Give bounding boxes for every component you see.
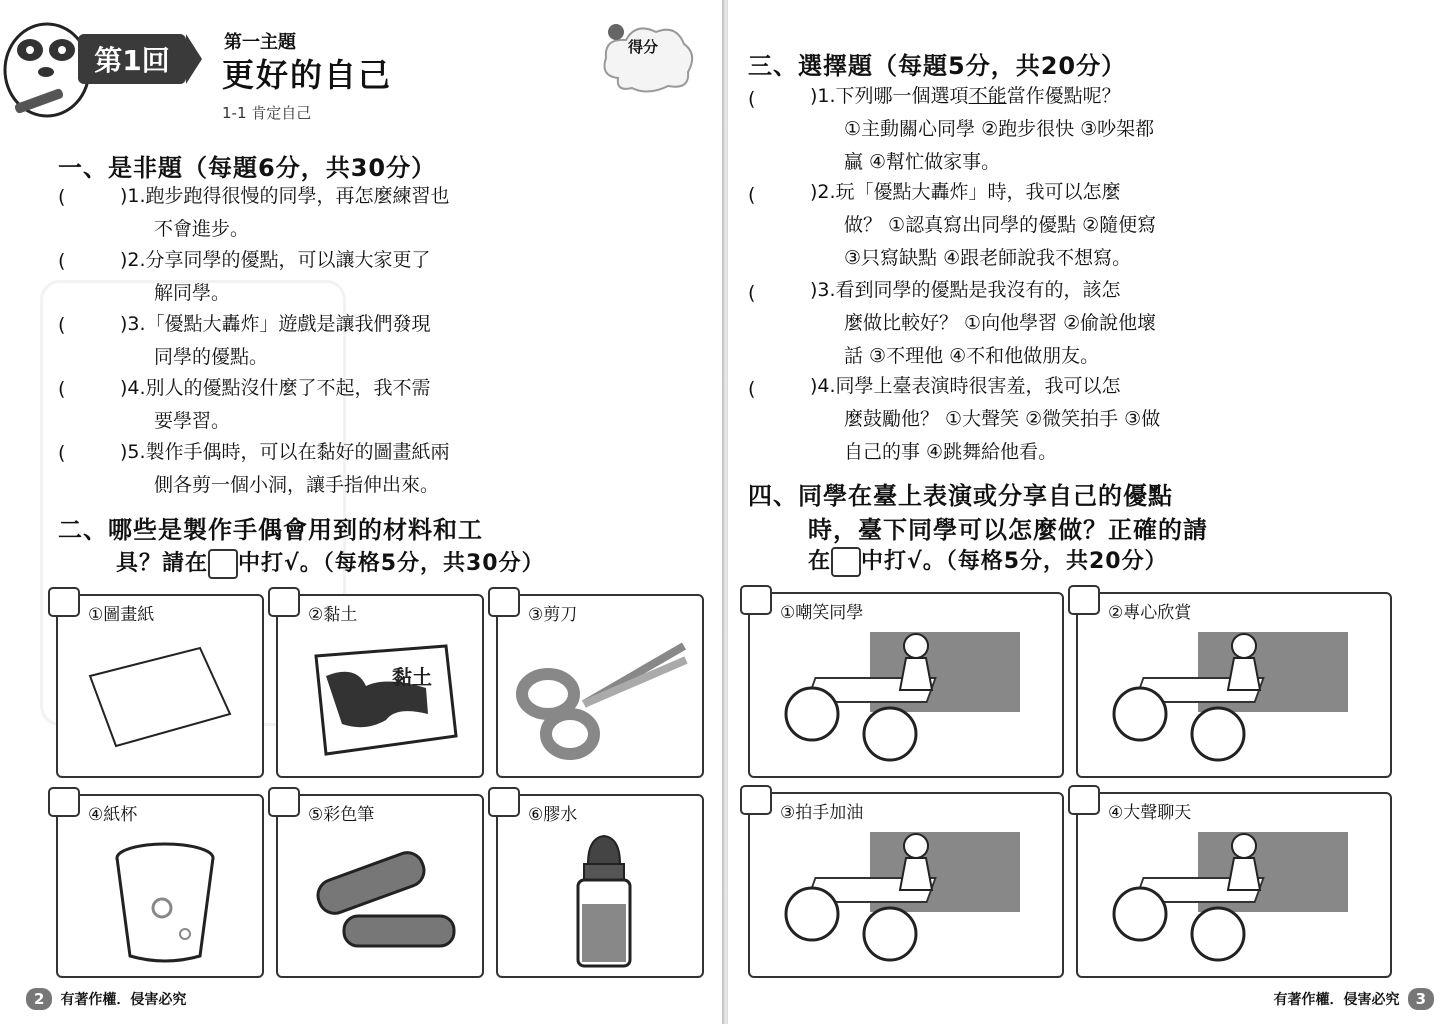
question-text-cont: 要學習。 <box>154 410 231 432</box>
tf-question-5 <box>120 436 450 502</box>
page-number: 3 <box>1408 988 1434 1010</box>
answer-paren[interactable]: ( <box>58 186 66 208</box>
answer-paren[interactable]: ( <box>748 378 756 400</box>
section4-heading-line2: 時，臺下同學可以怎麼做？正確的請 <box>808 516 1208 544</box>
question-number: )1. <box>810 85 836 107</box>
checkbox-material-1[interactable] <box>48 587 80 617</box>
drawing-paper-icon <box>80 636 240 756</box>
question-text: 當作優點呢？ <box>1006 85 1121 107</box>
question-text: 跑步跑得很慢的同學，再怎麼練習也 <box>145 185 450 207</box>
answer-paren[interactable]: ( <box>58 378 66 400</box>
underlined-text: 不能 <box>968 85 1007 107</box>
checkbox-behavior-4[interactable] <box>1068 785 1100 815</box>
lesson-badge: 第1回 <box>78 34 186 84</box>
answer-paren[interactable]: ( <box>58 314 66 336</box>
checkbox-behavior-1[interactable] <box>740 585 772 615</box>
sample-checkbox <box>208 549 238 579</box>
score-label: 得分 <box>628 38 659 56</box>
question-number: )1. <box>120 185 146 207</box>
question-options: ①主動關心同學 ②跑步很快 ③吵架都 <box>844 118 1155 140</box>
theme-label: 第一主題 <box>224 32 296 53</box>
sample-checkbox <box>831 547 861 577</box>
mc-question-4 <box>810 370 1160 469</box>
page-title: 更好的自己 <box>222 56 393 94</box>
option-label: ②黏土 <box>308 605 358 625</box>
copyright-notice: 有著作權．侵害必究 <box>1273 992 1400 1008</box>
option-label: ①圖畫紙 <box>88 605 155 625</box>
question-options: 麼鼓勵他？ ①大聲笑 ②微笑拍手 ③做 <box>844 408 1161 430</box>
mc-question-2 <box>810 176 1156 275</box>
subtopic: 1-1 肯定自己 <box>222 104 312 122</box>
heading-text: 中打√。（每格5分，共30分） <box>238 551 545 576</box>
score-cloud-icon <box>598 18 698 98</box>
question-options: 麼做比較好？ ①向他學習 ②偷說他壞 <box>844 312 1157 334</box>
page-number: 2 <box>26 988 52 1010</box>
checkbox-material-6[interactable] <box>488 787 520 817</box>
question-number: )3. <box>810 279 836 301</box>
option-label: ③拍手加油 <box>780 803 864 823</box>
color-markers-icon <box>294 836 474 966</box>
answer-paren[interactable]: ( <box>748 88 756 110</box>
question-number: )4. <box>810 375 836 397</box>
section4-heading-line3 <box>808 544 1168 577</box>
clay-package-icon <box>296 636 466 766</box>
question-options: 話 ③不理他 ④不和他做朋友。 <box>844 345 1100 367</box>
heading-text: 中打√。（每格5分，共20分） <box>861 549 1168 574</box>
tf-question-4 <box>120 372 431 438</box>
checkbox-material-5[interactable] <box>268 787 300 817</box>
section3-heading: 三、選擇題（每題5分，共20分） <box>748 52 1127 80</box>
answer-paren[interactable]: ( <box>748 184 756 206</box>
answer-paren[interactable]: ( <box>748 282 756 304</box>
tf-question-1 <box>120 180 450 246</box>
footer-left <box>26 988 186 1010</box>
mc-question-3 <box>810 274 1156 373</box>
checkbox-behavior-2[interactable] <box>1068 585 1100 615</box>
question-text: 別人的優點沒什麼了不起，我不需 <box>145 377 431 399</box>
question-options: 贏 ④幫忙做家事。 <box>844 151 1001 173</box>
checkbox-material-3[interactable] <box>488 587 520 617</box>
answer-paren[interactable]: ( <box>58 250 66 272</box>
copyright-notice: 有著作權．侵害必究 <box>60 992 187 1008</box>
option-label: ⑥膠水 <box>528 805 578 825</box>
question-text: 同學上臺表演時很害羞，我可以怎 <box>835 375 1121 397</box>
question-number: )3. <box>120 313 146 335</box>
question-text: 下列哪一個選項 <box>835 85 969 107</box>
question-text: 分享同學的優點，可以讓大家更了 <box>145 249 431 271</box>
answer-paren[interactable]: ( <box>58 442 66 464</box>
question-number: )5. <box>120 441 146 463</box>
option-label: ④大聲聊天 <box>1108 803 1192 823</box>
footer-right <box>1274 988 1434 1010</box>
question-text: 製作手偶時，可以在黏好的圖畫紙兩 <box>145 441 450 463</box>
question-text-cont: 側各剪一個小洞，讓手指伸出來。 <box>154 474 440 496</box>
glue-bottle-icon <box>574 834 634 974</box>
checkbox-behavior-3[interactable] <box>740 785 772 815</box>
tf-question-3 <box>120 308 431 374</box>
checkbox-material-2[interactable] <box>268 587 300 617</box>
question-number: )4. <box>120 377 146 399</box>
checkbox-material-4[interactable] <box>48 787 80 817</box>
question-options: 自己的事 ④跳舞給他看。 <box>844 441 1058 463</box>
mc-question-1 <box>810 80 1154 179</box>
option-label: ③剪刀 <box>528 605 578 625</box>
clay-package-text: 黏土 <box>392 665 432 689</box>
section4-heading-line1: 四、同學在臺上表演或分享自己的優點 <box>748 482 1173 510</box>
section2-heading-line2 <box>116 546 545 579</box>
question-options: 做？ ①認真寫出同學的優點 ②隨便寫 <box>844 214 1157 236</box>
heading-text: 在 <box>808 549 832 574</box>
tf-question-2 <box>120 244 431 310</box>
section2-heading-line1: 二、哪些是製作手偶會用到的材料和工 <box>58 516 483 544</box>
heading-text: 具？請在 <box>116 551 209 576</box>
section1-heading: 一、是非題（每題6分，共30分） <box>58 154 437 182</box>
question-text-cont: 解同學。 <box>154 282 231 304</box>
option-label: ④紙杯 <box>88 805 138 825</box>
right-page <box>728 0 1448 1024</box>
option-label: ⑤彩色筆 <box>308 805 375 825</box>
question-text-cont: 不會進步。 <box>154 218 250 240</box>
question-number: )2. <box>120 249 146 271</box>
question-text: 玩「優點大轟炸」時，我可以怎麼 <box>835 181 1121 203</box>
question-text-cont: 同學的優點。 <box>154 346 269 368</box>
question-options: ③只寫缺點 ④跟老師說我不想寫。 <box>844 247 1132 269</box>
paper-cup-icon <box>110 838 220 968</box>
option-label: ②專心欣賞 <box>1108 603 1192 623</box>
scissors-icon <box>514 634 694 764</box>
question-text: 看到同學的優點是我沒有的，該怎 <box>835 279 1121 301</box>
option-label: ①嘲笑同學 <box>780 603 864 623</box>
question-number: )2. <box>810 181 836 203</box>
question-text: 「優點大轟炸」遊戲是讓我們發現 <box>145 313 431 335</box>
